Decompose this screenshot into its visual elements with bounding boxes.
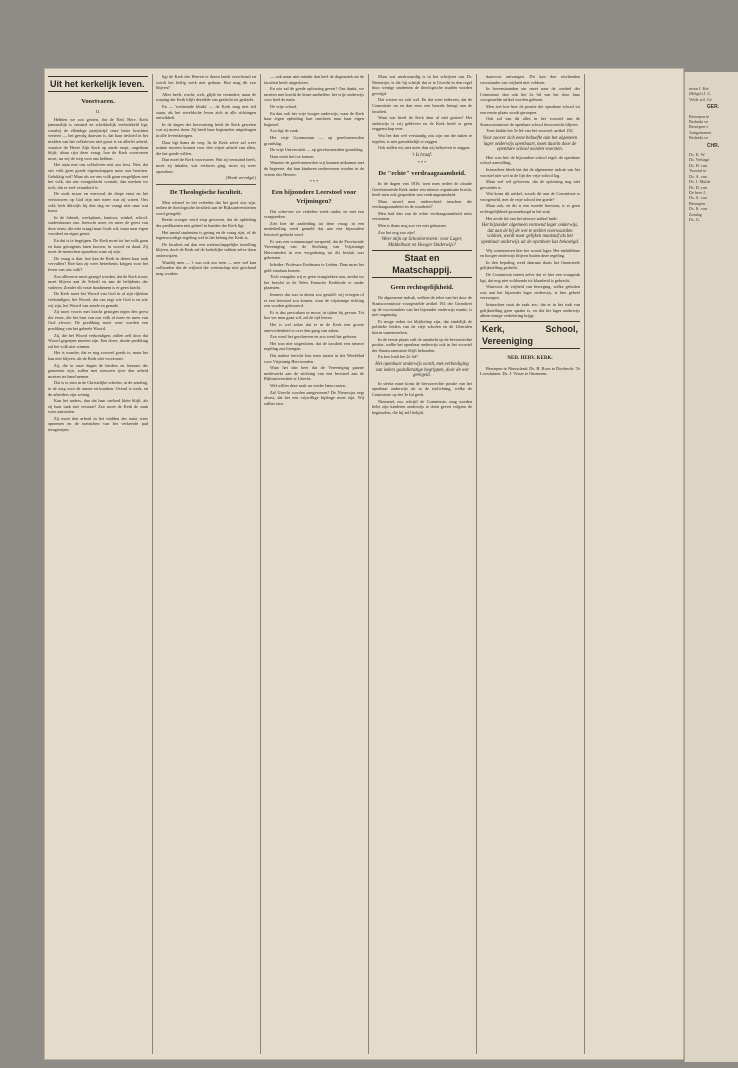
paragraph: Maar wel wil gelooven, dat de oplossing nog niet gevonden is. <box>480 179 580 190</box>
paragraph: daarvoor ontvangen. Dit kan den eischenden voorstander van vrijheid niet voldoen. <box>480 74 580 85</box>
paragraph: In sterke mate komt de bevoorrechte positie van het openbaar onderwijs uit in de toelichting, welke de Commissie op het 3e lid geeft. <box>372 380 472 397</box>
paragraph: Inleider: Professor Eerdmans te Leiden. Daar moet het geld vandaan komen. <box>264 262 364 273</box>
margin-heading: GER. <box>706 104 720 111</box>
paragraph: Het is wel zeker dat er in de Kerk een groote ontevredenheid is over den gang van zaken. <box>264 321 364 333</box>
margin-line: Velde a/d. Ge <box>689 96 712 102</box>
margin-line: Ds. A. van <box>689 195 707 201</box>
paragraph: Er moge reden tot blijdschap zijn, dat eindelijk de politieke leiders van de vrije scholen en de Liberalen hierin samenwerken. <box>372 318 472 335</box>
paragraph: En wie zal de goede oplossing geven? Ons dunkt, we moeten met kracht de leuze aanheffen: het vrije onderwijs voor heel de natie. <box>264 86 364 103</box>
section-headline: Uit het kerkelijk leven. <box>48 76 148 92</box>
paragraph: De vraag is dan: hoe kan de Kerk in dezen haar taak vervullen? Hoe kan zij weer beteekenis krijgen voor het leven van ons volk? <box>48 255 148 273</box>
column-rule <box>584 74 585 1054</box>
paragraph: Men schreef in het verleden dat het goed zou zijn, indien de theologische faculteit aan de Rijksuniversiteiten werd geregeld. <box>156 199 256 216</box>
paragraph: Niemand, zoo schrijft de Commissie, mag worden belet zijn kinderen onderwijs te doen geven volgens de beginselen, die hij zelf belijdt. <box>372 398 472 415</box>
margin-line: Bedankt vo <box>689 135 709 141</box>
paragraph: De oude trouw en eenvoud, de diepe ernst en het vertrouwen op God zijn niet meer wat zij waren. Ons volk leeft dikwijls bij den dag en vraagt niet naar wat komt. <box>48 191 148 214</box>
margin-line: Zondag <box>689 211 702 217</box>
margin-line: Ds. K. van <box>689 206 707 212</box>
paragraph: Waarbij men — 't was ook zoo toen — zeer wel kan volhouden dat de vrijheid der wetenschap niet geschaad mag worden. <box>156 259 256 276</box>
paragraph: ligt de Kerk des Heeren te dezen lande verscheurd en wordt het heilig werk niet gedaan. Hoe mag dit zoo blijven? <box>156 74 256 91</box>
paragraph: En dan ook het vrije hooger onderwijs, waar de Kerk haar eigen opleiding kan inrichten naar haar eigen beginsel. <box>264 110 364 127</box>
section-number: II. <box>96 109 100 114</box>
article-title: Een bijzondere Leerstoel voor Vrijmingen? <box>271 188 357 205</box>
paragraph: Zij, die het Woord verkondigen, zullen zelf door dat Woord gegrepen moeten zijn. Een dorre, doode prediking zal het volk niet winnen. <box>48 332 148 349</box>
paragraph: Dat is te zien in de Christelijke scholen, in de zending, in de zorg voor de armen en kranken. Overal is werk, en de arbeiders zijn weinig. <box>48 380 148 397</box>
article-title: Geen rechtsgelijkheid. <box>390 284 454 292</box>
paragraph: En hoe luidt het 2e lid? <box>378 354 418 360</box>
paragraph: Zoo het nog zoo zijn! <box>378 229 415 235</box>
paragraph: — ook maar niet minder dan heel de dogmatiek uit de faculteit heeft uitgesloten. <box>264 74 364 85</box>
paragraph: Zal Utrecht worden aangewezen? De Nieuwsjar zegt alvast, dat het een vrijwillige bijdrage moet zijn. Wij zullen zien. <box>264 389 364 406</box>
margin-line: Beroepen te <box>689 113 710 119</box>
paragraph: En — 'toelatende blinkt' — de Kerk mag niet stil staan, als het wereldsche leven zich in alle richtingen ontwikkelt. <box>156 103 256 121</box>
list-item: Het vrije Gymnasium — op gereformeerden grondslag. <box>264 134 364 146</box>
section-headline: Kerk, School, Vereeniging <box>480 321 580 349</box>
margin-line: Ds. H. van <box>689 162 707 168</box>
margin-line: Ds. Verhage <box>689 157 710 163</box>
paragraph: In de fabriek, werkplaats, kantoor, winkel, school, studeerkamer enz. heerscht meer en meer de geest van deze eeuw, die niet vraagt naar Gods wil, maar naar eigen voordeel en eigen genot. <box>48 214 148 237</box>
margin-line: De heer J. <box>689 189 706 195</box>
margin-line: Ds. A. van <box>689 173 707 179</box>
article-body <box>48 117 148 433</box>
margin-line: Ds. D. van <box>689 184 707 190</box>
paragraph: Men is thans nog zoo ver niet gekomen. <box>378 223 447 229</box>
margin-line: Beroepen v <box>689 124 709 130</box>
paragraph: Wat het dan wel verstandig zou zijn om die zaken te regelen, is niet gemakkelijk te zeggen. <box>372 132 472 144</box>
paragraph: Beroepen te Nieuwland: Ds. H. Roos te Dordrecht. Te Loosduinen: Ds. J. Visser te Ommeren. <box>480 365 580 377</box>
column-5 <box>480 74 580 1054</box>
paragraph: Reeds vroeger werd erop gewezen, dat de opleiding der predikanten niet geheel in handen der Kerk ligt. <box>156 217 256 229</box>
article-title: De Theologische faculteit. <box>169 188 243 196</box>
paragraph: Zij moet voorts met kracht getuigen tegen den geest der eeuw, die het hart van ons volk al meer en meer van God afvoert. De prediking moet weer worden een prediking van het geheele Woord. <box>48 309 148 331</box>
quote: 't Is braaf. <box>412 152 432 158</box>
paragraph: Ook zal van dit alles in het voorstel aan de Staatscommissie de openbare school bevoorrecht blijven. <box>480 116 580 127</box>
column-1 <box>48 74 148 1054</box>
paragraph: Het staat met ons volksleven niet zoo best. Niet, dat ons volk geen goede eigenschappen meer zou bezitten. Gelukkig wel! Maar als we ons volk gaan vergelijken met het volk, dat ons voorgeslacht vormde, dan merken we toch, dat er veel veranderd is. <box>48 162 148 190</box>
article-title: NED. HERV. KERK. <box>507 355 553 361</box>
margin-line: Aangenomen <box>689 129 712 135</box>
margin-line: Ds. J. Mulde <box>689 179 711 185</box>
paragraph: Zoo allereerst moet gezegd worden, dat de Kerk trouw moet blijven aan de Schrift en aan de belijdenis der vaderen. Zonder dit vaste fundament is er geen kracht. <box>48 273 148 290</box>
quote: Weer mijn op Schoolarresten: voor Lager, Middelbaar en Hooger Onderwijs? <box>381 237 463 248</box>
paragraph: Want wat heeft de Kerk daar al niet gezien? Het onderwijs is vrij gebleven en de Kerk heeft er geen zeggenschap over. <box>372 115 472 132</box>
paragraph: Hebben we zoo gezien, dat de Ned. Herv. Kerk jammerlijk is ontaard en schrikkelijk verbrokkeld ligt, waarbij de ellendige partijstrijd onze beste krachten verteert — het gevolg daarvan is, dat haar invloed in het midden van het volksleven niet groot is en allerlei arbeid, waartoe de Heere Zijn Kerk op aarde roept, ongedaan blijft; alsnu rijst deze vraag: hoe de Kerk voortvaren moet, nu wij de weg voor ons hebben. <box>48 116 148 161</box>
paragraph: Wij constateeren hier het woord lager. Het middelbaar en hooger onderwijs blijven buiten deze regeling. <box>480 247 580 259</box>
paragraph: Het aantal studenten is gering en de vraag rijst, of de tegenwoordige regeling wel in het belang der Kerk is. <box>156 229 256 241</box>
divider <box>156 184 256 185</box>
margin-column <box>689 86 737 222</box>
asterism: * * * <box>417 160 427 166</box>
paragraph: Ziet hier de aanleiding tot deze vraag: in een mededeeling werd gemeld dat aan een bijzondere leerstoel gedacht werd. <box>264 220 364 238</box>
paragraph: Dat wisten we ook wel. En dat weet iedereen, dat de Commissie nu en dan eens een bezoek brengt aan de faculteit. <box>372 97 472 114</box>
margin-line: ntsen J. Ket <box>689 86 709 91</box>
paragraph: Wat komt dit artikel, zooals dit aan de Commissie is voorgesteld, met de vrije school ten goede? <box>480 191 580 202</box>
paragraph: Het zesde lid van het nieuwe artikel luidt: <box>486 215 558 221</box>
column-rule <box>368 74 369 1054</box>
paragraph: Er was een communiqué verspreid, dat de Provinciale Vereeniging van de Stichting van Vrijzinnige Hervormden in een vergadering tot dit besluit was gekomen. <box>264 238 364 261</box>
paragraph: In de dagen van 1816, toen men sedert de aloude Gereformeerde Kerk onder een nieuwe organisatie bracht, heeft men ook gesproken van verdraagzaamheid. <box>372 180 472 198</box>
column-rule <box>260 74 261 1054</box>
paragraph: Er is dus periculum in mora; in tijden bij gevaar. Tot hoe ver men gaan wil, zal de tijd leeren. <box>264 309 364 321</box>
paragraph: Kan het anders, dan dat haar invloed klein blijft, als zij haar taak niet verstaat? Zoo moet de Kerk de zaak weer aanvatten. <box>48 398 148 415</box>
quote: Het bijzonder algemeen vormend lager onderwijs, dat aan de bij de wet te stellen voorwaarden voldoet, wordt naar gelijken maatstaf als het openbaar onderwijs uit de openbare kas bekostigd. <box>480 223 579 246</box>
paragraph: Zij, die in onze dagen de herders en leeraars der gemeente zijn, zullen met nieuwen ijver den arbeid moeten ter hand nemen. <box>48 362 148 379</box>
paragraph: De faculteit zal dan een wetenschappelijke instelling blijven, doch de Kerk zal de kerkelijke vakken zelve doen onderwijzen. <box>156 241 256 259</box>
section-headline: Staat en Maatschappij. <box>372 250 472 278</box>
paragraph: Maar streed men onderscheid tusschen die verdraagzaamheid en de waarheid? <box>372 198 472 210</box>
paragraph: Het is wonder, dat er nog zooveel goeds is; maar het kan niet blijven, als de Kerk niet voortvaart. <box>48 350 148 361</box>
paragraph: In de eerste plaats valt de aandacht op de bevoorrechte positie, welke het openbaar onderwijs ook in het voorstel der Staatscommissie blijft behouden. <box>372 336 472 353</box>
paragraph: Toen luidde het 5e lid van het voorstel: artikel 192. <box>486 128 574 134</box>
paragraph: Intusschen staat de zaak zoo, dat er in het stuk van gelijkstelling geen sprake is, en dat het lager onderwijs alleen eenige verbetering krijgt. <box>480 301 580 319</box>
margin-heading: CHR. <box>706 142 720 149</box>
paragraph: En dat is te begrijpen. De Kerk moet tot het volk gaan en haar getuigenis laten hooren, in woord en daad. Zij moet de menschen opzoeken waar zij zijn. <box>48 238 148 255</box>
paragraph: In den bepaling werd daaraan thans het financieele gelijkstelling gedacht. <box>480 259 580 271</box>
quote: Het openbaar onderwijs wordt, met eerbiediging van ieders godsdienstige begrippen, door de wet geregeld. <box>375 361 469 379</box>
column-rule <box>152 74 153 1054</box>
paragraph: In bovenstaanden zin moet naar de oordeel der Commissie dan ook het 2e lid van het door haar voorgestelde artikel worden gelezen. <box>480 86 580 103</box>
paragraph: Hier was het: de bijzondere school regel, de openbare school aanvulling. <box>480 154 580 166</box>
paragraph: Daar ligt thans de weg. In de Kerk zelve zal weer ruimte moeten komen voor den vrijen arbeid van allen, die het goede willen. <box>156 139 256 156</box>
paragraph: De Commissie meent zelve dat er hier een vraagstuk ligt, dat nog niet voldoende tot klaarheid is gebracht. <box>480 272 580 283</box>
margin-line: Beroepen <box>689 200 706 206</box>
paragraph: Dat nadere bericht kon men inzien in het Weekblad voor Vrijzinnig Hervormden. <box>264 352 364 364</box>
paragraph: Intusschen bleek het dat de algemeene indruk van het voorstel niet wel in de lijn der vrije school lag. <box>480 166 580 178</box>
paragraph: De Kerk moet het Woord van God in al zijn rijkdom verkondigen, het Woord, dat ons zegt wie God is en wie wij zijn, het Woord van zonde en genade. <box>48 291 148 308</box>
paragraph: Zoo werd het geschreven en zoo werd het gelezen. <box>270 334 357 340</box>
paragraph: Het was niet uitgesloten, dat de faculteit een nieuwe regeling zou brengen. <box>264 340 364 352</box>
margin-line: Bedankt vo <box>689 119 709 125</box>
margin-line: Ds. K. W. <box>689 152 706 158</box>
paragraph: Men had dan van de echte verdraagzaamheid niets vernomen. <box>372 210 472 222</box>
paragraph: De algemeene indruk, welken de tekst van het door de Staatscommissie voorgestelde artikel 192 der Grondwet op de voorstanders van het bijzonder onderwijs maakt, is niet ongunstig. <box>372 295 472 318</box>
column-rule <box>476 74 477 1054</box>
paragraph: Immers dat was in dezen zoo gesteld: wij vroegen of er een leerstoel zou komen, waar de vrijzinnige richting zou worden gedoceerd. <box>264 292 364 309</box>
to-be-continued: (Wordt vervolgd.) <box>225 175 256 181</box>
paragraph: In de dagen der hervorming heeft de Kerk geweten wat zij moest doen. Zij heeft haar beginselen uitgedragen in alle levenskringen. <box>156 121 256 138</box>
article-title: Voortvaren. <box>81 98 115 105</box>
paragraph: Daar moet het toe komen. <box>270 153 315 159</box>
paragraph: Dan moet de Kerk voortvaren. Wat zij verzuimd heeft, moet zij inhalen; wat verloren ging, moet zij weer opzoeken. <box>156 157 256 174</box>
column-2 <box>156 74 256 1054</box>
paragraph: Alles heeft, wacht, welt, glijdt en verandert; maar de roeping der Kerk blijft dezelfde van geslacht tot geslacht. <box>156 91 256 103</box>
paragraph: Zij moet den arbeid in het midden der natie weer opnemen en de menschen van het verkeerde pad terugroepen. <box>48 415 148 433</box>
paragraph: Maar ook, en dit is een tweede bezwaar, is er geen rechtsgelijkheid gewaarborgd in het stuk. <box>480 203 580 215</box>
paragraph: Dat schreven we verleden week onder, en met een vraagteeken. <box>264 208 364 220</box>
paragraph: Ook zullen wij niet meer dan wij behoeven te zeggen. <box>378 145 471 151</box>
paragraph: Wel willen deze zaak nu verder laten rusten. <box>270 382 347 388</box>
adjacent-page <box>684 72 738 1062</box>
paragraph: Toch vraagden wij er geen vraagteeken aan, omdat we het bericht in de Wees Fransche Kerkbode er onder plaatsten. <box>264 274 364 291</box>
paragraph: Waartoe de gereformeerden vrij kunnen uitkomen met de begeerte, dat hun kinderen onderwezen worden in de vreeze des Heeren. <box>264 160 364 177</box>
paragraph: De vrije school. <box>270 103 298 109</box>
paragraph: Maar wat merkwaardig is in het schrijven van Dr. Niemeijer, is dit: hij schrijft dat er te Utrecht in den regel door wenige studenten de theologische studiën worden gevolgd. <box>372 74 472 96</box>
margin-line: Tweetal te <box>689 168 707 174</box>
newspaper-page <box>44 68 684 1060</box>
paragraph: Waar het dan heet dat de Vereeniging gaarne medewerkt aan de stichting van een leerstoel aan de Rijksuniversiteit te Utrecht. <box>264 365 364 382</box>
list-item: De vrije Universiteit — op gereformeerden grondslag. <box>270 147 364 153</box>
paragraph: Zoo ligt de zaak. <box>270 128 299 134</box>
quote: Voor zoover zich eene behoefte aan het algemeen lager onderwijs openbaart, moet daarin door de openbare school worden voorzien. <box>482 135 578 153</box>
margin-line: Ds. G. <box>689 216 700 222</box>
article-title: De "echte" verdraagzaamheid. <box>378 169 466 177</box>
paragraph: Men ziet hoe hier de positie der openbare school tot een eerste plaats wordt geroepen. <box>480 103 580 115</box>
asterism: * * * <box>309 179 319 185</box>
margin-line: (België) J. C. <box>689 91 712 97</box>
column-3 <box>264 74 364 1054</box>
column-4 <box>372 74 472 1054</box>
paragraph: Waarvoor de vrijheid van beweging, welke geboden was aan het bijzonder lager onderwijs, is hier geheel verzwegen. <box>480 284 580 301</box>
